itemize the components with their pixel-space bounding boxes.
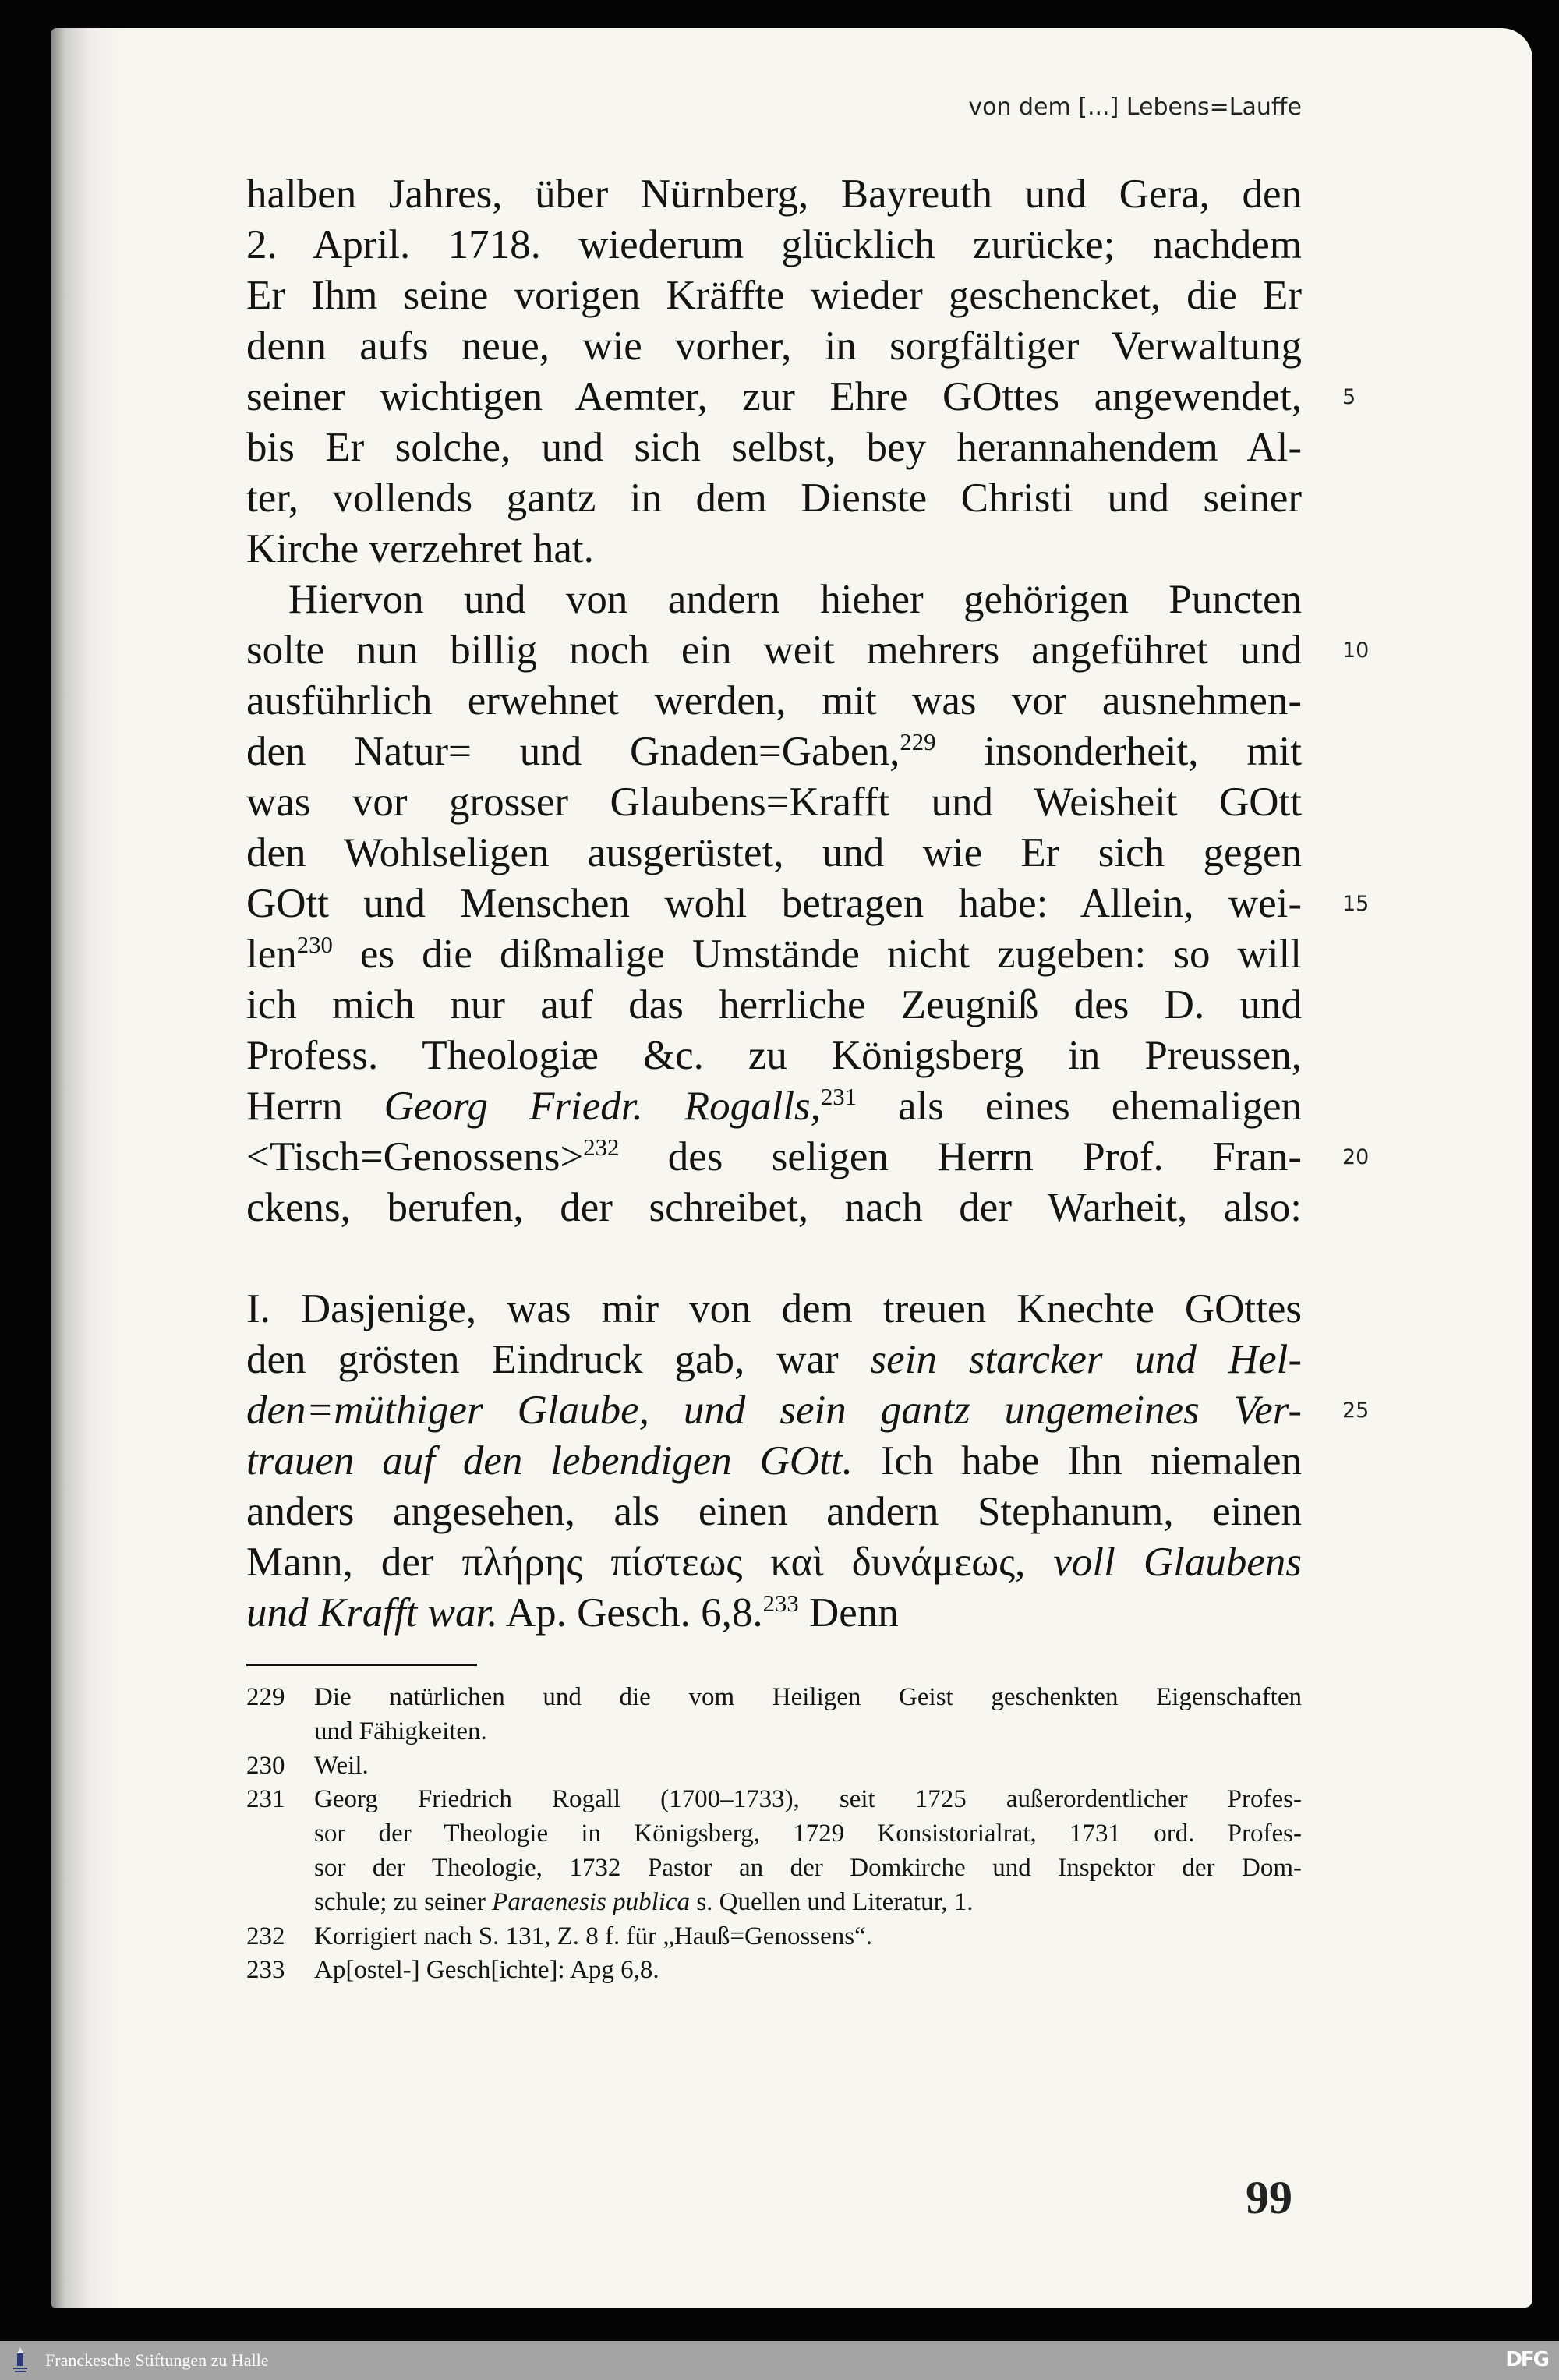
text-line bbox=[246, 676, 1302, 727]
text-line bbox=[246, 879, 1302, 929]
footnote-text bbox=[314, 1680, 1302, 1714]
footnote-line bbox=[246, 1782, 1302, 1816]
text-run: Georg Friedr. Rogalls, bbox=[384, 1084, 821, 1129]
text-run: Weil. bbox=[314, 1751, 369, 1780]
footnote-line bbox=[246, 1885, 1302, 1919]
text-line bbox=[246, 1335, 1302, 1385]
text-run: anders angesehen, als einen andern Stephanum, einen bbox=[246, 1489, 1302, 1534]
institution-name: Franckesche Stiftungen zu Halle bbox=[45, 2350, 269, 2370]
footnote-ref: 229 bbox=[900, 728, 936, 755]
footnote-text bbox=[314, 1782, 1302, 1816]
footnote-line bbox=[246, 1919, 1302, 1954]
footnote-text bbox=[314, 1885, 1302, 1919]
text-run: Paraenesis publica bbox=[492, 1887, 691, 1916]
text-run: Profess. Theologiæ &c. zu Königsberg in Preussen, bbox=[246, 1033, 1302, 1078]
text-line bbox=[246, 473, 1302, 524]
footnote-text bbox=[314, 1851, 1302, 1885]
text-line bbox=[246, 1537, 1302, 1588]
text-line bbox=[246, 423, 1302, 473]
footnote-text bbox=[314, 1953, 1302, 1987]
text-run: den grösten Eindruck gab, war bbox=[246, 1337, 871, 1382]
line-number: 15 bbox=[1342, 892, 1370, 916]
text-line bbox=[246, 1183, 1302, 1233]
text-line bbox=[246, 929, 1302, 980]
footnote-text bbox=[314, 1919, 1302, 1954]
text-line bbox=[246, 1081, 1302, 1132]
text-line bbox=[246, 1031, 1302, 1081]
text-run: den=müthiger Glaube, und sein gantz ungemeines Ver- bbox=[246, 1388, 1302, 1433]
footnote-text bbox=[314, 1714, 1302, 1749]
text-run: was vor grosser Glaubens=Krafft und Weisheit GOtt bbox=[246, 780, 1302, 825]
page-number: 99 bbox=[1246, 2172, 1292, 2223]
text-run: <Tisch=Genossens> bbox=[246, 1134, 584, 1179]
text-line bbox=[246, 625, 1302, 676]
text-run: des seligen Herrn Prof. Fran- bbox=[619, 1134, 1302, 1179]
text-run: GOtt und Menschen wohl betragen habe: Allein, wei- bbox=[246, 881, 1302, 926]
text-run: ter, vollends gantz in dem Dienste Christi und seiner bbox=[246, 476, 1302, 521]
text-run: es die dißmalige Umstände nicht zugeben: so will bbox=[332, 932, 1302, 977]
text-run: Denn bbox=[798, 1590, 899, 1636]
text-run: trauen auf den lebendigen GOtt. bbox=[246, 1438, 853, 1484]
text-run: sein starcker und Hel- bbox=[870, 1337, 1302, 1382]
line-number: 5 bbox=[1342, 385, 1356, 409]
dfg-logo: DFG bbox=[1505, 2348, 1548, 2371]
text-line bbox=[246, 1436, 1302, 1487]
footnote-line bbox=[246, 1851, 1302, 1885]
text-run: len bbox=[246, 932, 297, 977]
text-line bbox=[246, 321, 1302, 372]
text-run: s. Quellen und Literatur, 1. bbox=[690, 1887, 974, 1916]
text-run: bis Er solche, und sich selbst, bey herannahendem Al- bbox=[246, 425, 1302, 470]
text-line bbox=[246, 1385, 1302, 1436]
text-line bbox=[246, 1588, 1302, 1639]
footnote-ref: 233 bbox=[762, 1590, 799, 1617]
text-run: seiner wichtigen Aemter, zur Ehre GOttes angewendet, bbox=[246, 374, 1302, 419]
text-line bbox=[246, 777, 1302, 828]
text-run: und Krafft war. bbox=[246, 1590, 498, 1636]
text-line bbox=[246, 524, 1302, 575]
footnote-line bbox=[246, 1749, 1302, 1783]
text-run: Kirche verzehret hat. bbox=[246, 526, 594, 571]
footnote-number: 233 bbox=[246, 1956, 285, 1985]
footnote-number: 229 bbox=[246, 1683, 285, 1711]
footnote-number: 230 bbox=[246, 1751, 285, 1780]
viewer-footer bbox=[0, 2341, 1559, 2380]
text-run: Ap. Gesch. 6,8. bbox=[497, 1590, 763, 1636]
text-run: solte nun billig noch ein weit mehrers angeführet und bbox=[246, 628, 1302, 673]
text-line bbox=[246, 828, 1302, 879]
text-run: Mann, der πλήρης πίστεως καὶ δυνάμεως, bbox=[246, 1540, 1054, 1585]
text-run: halben Jahres, über Nürnberg, Bayreuth und Gera, den bbox=[246, 172, 1302, 217]
text-line bbox=[246, 980, 1302, 1031]
footnote-number: 231 bbox=[246, 1785, 285, 1814]
text-run: voll Glaubens bbox=[1053, 1540, 1303, 1585]
footnote-number: 232 bbox=[246, 1922, 285, 1950]
text-line bbox=[246, 1132, 1302, 1183]
text-line bbox=[246, 575, 1302, 625]
text-run: denn aufs neue, wie vorher, in sorgfältiger Verwaltung bbox=[246, 324, 1302, 369]
text-run: sor der Theologie in Königsberg, 1729 Konsistorialrat, 1731 ord. Profes- bbox=[314, 1819, 1302, 1848]
footnote-ref: 231 bbox=[820, 1083, 857, 1110]
text-line bbox=[246, 169, 1302, 220]
footnote-ref: 230 bbox=[296, 931, 333, 958]
text-run: den Wohlseligen ausgerüstet, und wie Er sich gegen bbox=[246, 830, 1302, 875]
text-line bbox=[246, 1487, 1302, 1537]
text-run: I. Dasjenige, was mir von dem treuen Knechte GOttes bbox=[246, 1286, 1302, 1331]
footnote-line bbox=[246, 1680, 1302, 1714]
footnote-ref: 232 bbox=[583, 1133, 620, 1161]
text-run: Georg Friedrich Rogall (1700–1733), seit 1725 außerordentlicher Profes- bbox=[314, 1785, 1302, 1814]
text-line bbox=[246, 1284, 1302, 1335]
text-run: schule; zu seiner bbox=[314, 1887, 493, 1916]
text-run: Herrn bbox=[246, 1084, 384, 1129]
text-run: ausführlich erwehnet werden, mit was vor ausnehmen- bbox=[246, 678, 1302, 723]
text-run: und Fähigkeiten. bbox=[314, 1717, 487, 1745]
text-run: Hiervon und von andern hieher gehörigen Puncten bbox=[288, 577, 1302, 622]
text-line bbox=[246, 271, 1302, 321]
text-run: Er Ihm seine vorigen Kräffte wieder geschencket, die Er bbox=[246, 273, 1302, 318]
text-run: Korrigiert nach S. 131, Z. 8 f. für „Hauß=Genossens“. bbox=[314, 1922, 873, 1950]
text-line bbox=[246, 220, 1302, 271]
line-number: 25 bbox=[1342, 1399, 1370, 1423]
footnote-rule bbox=[246, 1664, 477, 1666]
footnote-text bbox=[314, 1749, 1302, 1783]
footnote-line bbox=[246, 1953, 1302, 1987]
running-header: von dem [...] Lebens=Lauffe bbox=[968, 94, 1302, 121]
text-run: sor der Theologie, 1732 Pastor an der Domkirche und Inspektor der Dom- bbox=[314, 1854, 1302, 1882]
footnote-line bbox=[246, 1714, 1302, 1749]
text-run: den Natur= und Gnaden=Gaben, bbox=[246, 729, 900, 774]
text-run: Ap[ostel-] Gesch[ichte]: Apg 6,8. bbox=[314, 1956, 659, 1985]
text-run: insonderheit, mit bbox=[935, 729, 1302, 774]
line-number: 10 bbox=[1342, 638, 1370, 663]
institution-logo-icon bbox=[11, 2346, 30, 2375]
text-run: Ich habe Ihn niemalen bbox=[852, 1438, 1302, 1484]
text-line bbox=[246, 727, 1302, 777]
footnote-line bbox=[246, 1816, 1302, 1851]
footnote-text bbox=[314, 1816, 1302, 1851]
line-number: 20 bbox=[1342, 1145, 1370, 1169]
text-run: 2. April. 1718. wiederum glücklich zurücke; nachdem bbox=[246, 222, 1302, 267]
text-run: ckens, berufen, der schreibet, nach der Warheit, also: bbox=[246, 1185, 1302, 1230]
text-run: ich mich nur auf das herrliche Zeugniß des D. und bbox=[246, 982, 1302, 1027]
text-run: als eines ehemaligen bbox=[857, 1084, 1302, 1129]
text-run: Die natürlichen und die vom Heiligen Geist geschenkten Eigenschaften bbox=[314, 1683, 1302, 1711]
text-line bbox=[246, 372, 1302, 423]
